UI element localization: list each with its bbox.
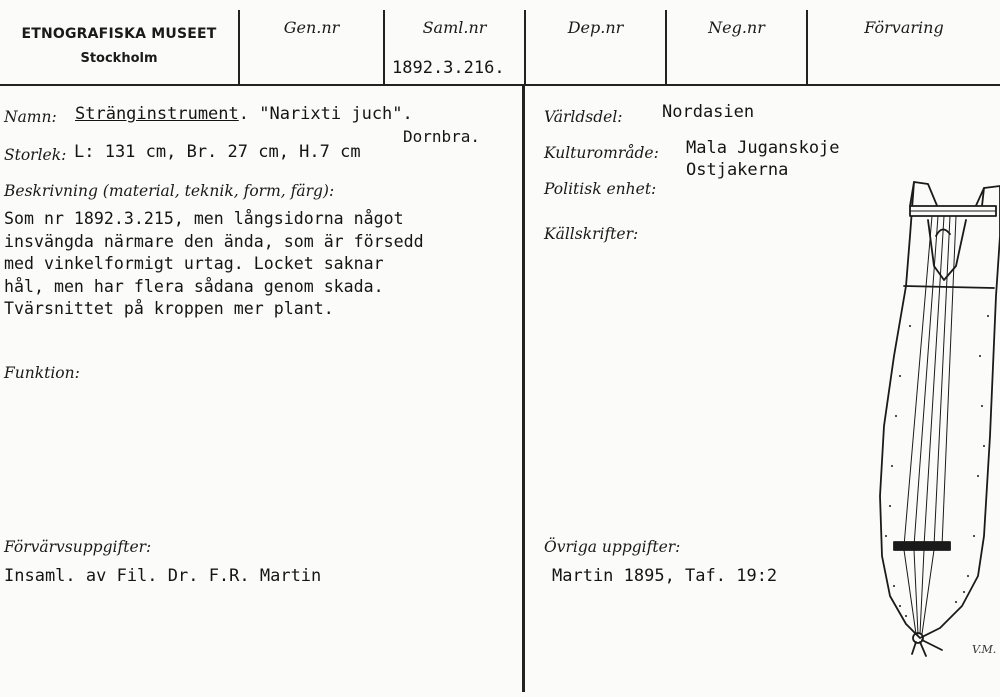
beskrivning-line: insvängda närmare den ända, som är försedd — [4, 231, 424, 251]
varldsdel-value: Nordasien — [662, 102, 755, 122]
kallskrifter-label: Källskrifter: — [544, 225, 639, 243]
namn-note: Dornbra. — [403, 127, 481, 146]
kulturomrade-label: Kulturområde: — [544, 144, 659, 162]
saml-nr-value: 1892.3.216. — [392, 58, 505, 78]
namn-value-main: Stränginstrument — [75, 104, 239, 124]
saml-nr-label: Saml.nr — [422, 18, 487, 37]
beskrivning-line: Som nr 1892.3.215, men långsidorna något — [4, 209, 404, 228]
forvarv-value: Insaml. av Fil. Dr. F.R. Martin — [4, 566, 322, 586]
neg-nr-label: Neg.nr — [708, 18, 765, 37]
header-bottom-line — [0, 84, 1000, 86]
beskrivning-line: Tvärsnittet på kroppen mer plant. — [4, 299, 334, 318]
namn-value-rest: . "Narixti juch". — [238, 104, 413, 124]
beskrivning-line: hål, men har flera sådana genom skada. — [4, 276, 384, 296]
kulturomrade-line1: Mala Juganskoje — [686, 138, 840, 158]
namn-label: Namn: — [4, 108, 57, 126]
ovriga-label: Övriga uppgifter: — [544, 538, 681, 556]
beskrivning-label: Beskrivning (material, teknik, form, färg): — [4, 182, 335, 200]
body-center-divider — [522, 86, 525, 692]
forvaring-label: Förvaring — [864, 18, 944, 37]
forvarv-label: Förvärvsuppgifter: — [4, 538, 152, 556]
namn-value — [75, 104, 413, 124]
varldsdel-label: Världsdel: — [544, 108, 623, 126]
politisk-label: Politisk enhet: — [544, 180, 657, 198]
gen-nr-label: Gen.nr — [283, 18, 340, 37]
artist-initials: V.M. — [972, 643, 997, 656]
dep-nr-label: Dep.nr — [567, 18, 624, 37]
beskrivning-text — [4, 208, 424, 321]
museum-city: Stockholm — [80, 51, 158, 66]
ovriga-value: Martin 1895, Taf. 19:2 — [552, 566, 778, 586]
kulturomrade-line2: Ostjakerna — [686, 160, 789, 180]
beskrivning-line: med vinkelformigt urtag. Locket saknar — [4, 254, 384, 273]
museum-name: ETNOGRAFISKA MUSEET — [21, 26, 217, 42]
funktion-label: Funktion: — [4, 364, 80, 382]
storlek-label: Storlek: — [4, 146, 67, 164]
string-instrument-drawing-icon — [870, 176, 1000, 692]
storlek-value: L: 131 cm, Br. 27 cm, H.7 cm — [74, 142, 361, 162]
